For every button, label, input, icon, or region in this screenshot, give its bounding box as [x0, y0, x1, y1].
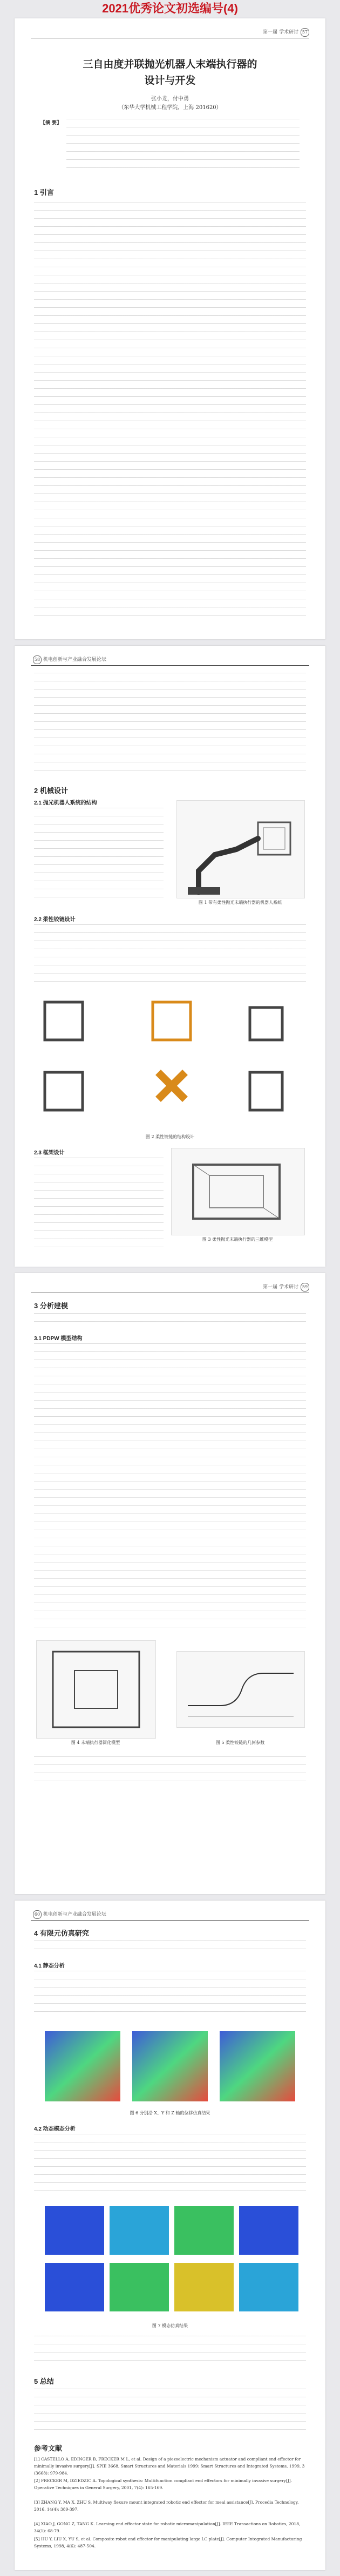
section-3-intro	[34, 1313, 306, 1329]
section-4-heading: 4 有限元仿真研究	[34, 1929, 89, 1937]
section-4-1-heading: 4.1 静态分析	[34, 1963, 65, 1969]
section-2-2-heading: 2.2 柔性铰链设计	[34, 917, 76, 923]
reference-2: [2] FRECKER M, DZIEDZIC A. Topological synthesis: Multifunction compliant end effectors for minimally invasive surgery[J]. Operative Techniques in General Surgery, 2001, 7(4): 165-169.	[34, 2478, 293, 2490]
page-header: 58 机电创新与产业融合发展论坛	[31, 653, 309, 666]
page-header: 第一届 学术研讨 57	[31, 26, 309, 38]
figure-5-caption: 图 5 柔性铰链的几何参数	[215, 1740, 265, 1745]
section-3-1-heading: 3.1 PDPW 模型结构	[34, 1336, 83, 1342]
section-2-1-body	[34, 808, 164, 905]
page-2	[15, 646, 325, 1267]
section-5-body	[34, 2389, 306, 2437]
figure-1-image	[176, 800, 305, 898]
section-2-2-body	[34, 924, 306, 984]
section-2-heading: 2 机械设计	[34, 787, 68, 795]
section-2-3-body	[34, 1158, 164, 1249]
authors: 张小龙，付中勇	[151, 96, 189, 102]
figure-3-image	[171, 1148, 305, 1235]
page-number: 60	[33, 1910, 42, 1919]
figure-6-image	[34, 2026, 306, 2107]
contest-banner: 2021优秀论文初选编号(4)	[102, 2, 238, 15]
reference-3: [3] ZHANG Y, MA X, ZHU S. Multiway flexure mount integrated robotic end effector for meal assistance[J]. Procedia Technology, 2016, 14(4): 389-397.	[34, 2500, 299, 2512]
section-4-2-body	[34, 2134, 306, 2193]
figure-7-image	[34, 2201, 306, 2320]
page-1	[15, 18, 325, 639]
page-3	[15, 1273, 325, 1894]
displacement-simulations	[34, 2026, 306, 2107]
modal-simulations	[34, 2201, 306, 2320]
end-effector-3d-model	[172, 1148, 304, 1235]
section-1-continued	[34, 673, 306, 775]
figure-5-image	[176, 1651, 305, 1728]
section-4-2-continued	[34, 2336, 306, 2368]
figure-7-caption: 图 7 模态仿真结果	[152, 2323, 188, 2328]
figure-2-caption: 图 2 柔性铰链的结构设计	[145, 1134, 195, 1139]
figure-6-caption: 图 6 分别沿 X、Y 和 Z 轴的位移仿真结果	[130, 2111, 210, 2115]
affiliation: （东华大学机械工程学院，上海 201620）	[118, 105, 222, 111]
page-number: 59	[301, 1283, 309, 1292]
page-header: 60 机电创新与产业融合发展论坛	[31, 1908, 309, 1921]
flexure-hinge-drawings	[34, 991, 306, 1132]
section-2-1-heading: 2.1 抛光机器人系统的结构	[34, 800, 97, 806]
references-heading: 参考文献	[34, 2444, 63, 2452]
figure-4-caption: 图 4 末端执行器简化模型	[71, 1740, 120, 1745]
section-3-1-body	[34, 1343, 306, 1419]
abstract-text-block	[66, 119, 300, 175]
abstract-label: 【摘 要】	[40, 120, 62, 126]
page-header: 第一届 学术研讨 59	[31, 1281, 309, 1293]
section-5-heading: 5 总结	[34, 2377, 54, 2385]
reference-4: [4] XIAO J, GONG Z, TANG K. Learning end effector state for robotic micromanipulation[J]. IEEE Transactions on Robotics, 2018, 34(1): 68-79.	[34, 2521, 301, 2533]
robot-system-drawing	[177, 801, 304, 898]
equations-block	[34, 1424, 306, 1630]
reference-1: [1] CASTELLO A, EDINGER B, FRECKER M L, et al. Design of a piezoelectric mechanism actuator and compliant end effector for minimally invasive surgery[J]. SPIE 3668, Smart Structures and Materials 1999: Smart Structures and Integrated Systems, 1999, 3 (3668): 979-984.	[34, 2457, 305, 2476]
page-number: 58	[33, 655, 42, 664]
section-3-1-continued	[34, 1756, 306, 1789]
paper-title-line2: 设计与开发	[144, 75, 196, 86]
figure-1-caption: 图 1 带有柔性抛光末端执行器的机器人系统	[198, 900, 282, 905]
section-4-1-body	[34, 1971, 306, 2019]
section-2-3-heading: 2.3 框架设计	[34, 1150, 65, 1156]
page-4	[15, 1901, 325, 2570]
figure-4-image	[36, 1640, 156, 1739]
page-number: 57	[301, 28, 309, 37]
reference-5: [5] HU Y, LIU X, YU S, et al. Composite robot end effector for manipulating large LC plate[J]. Computer Integrated Manufacturing Systems, 1998, 4(6): 487-504.	[34, 2537, 302, 2548]
section-4-2-heading: 4.2 动态模态分析	[34, 2126, 76, 2132]
figure-3-caption: 图 3 柔性抛光末端执行器的三维模型	[202, 1237, 273, 1242]
section-3-heading: 3 分析建模	[34, 1302, 68, 1310]
section-4-intro	[34, 1941, 306, 1957]
section-1-heading: 1 引言	[34, 188, 54, 197]
paper-title-line1: 三自由度并联抛光机器人末端执行器的	[83, 58, 257, 70]
figure-2-image	[34, 991, 306, 1132]
section-1-body	[34, 202, 306, 623]
hinge-geometry-drawing	[177, 1652, 304, 1727]
simplified-model-drawing	[37, 1641, 155, 1738]
